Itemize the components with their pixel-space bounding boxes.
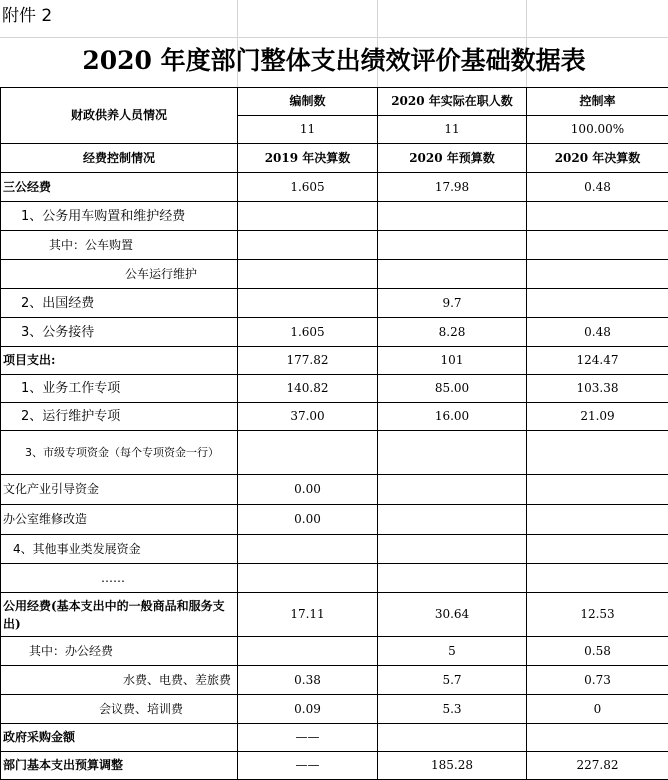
row-label: …… bbox=[1, 564, 238, 593]
table-row bbox=[1, 88, 668, 116]
table-row bbox=[1, 202, 668, 231]
value-cell: 177.82 bbox=[238, 347, 378, 375]
value-cell: 185.28 bbox=[378, 752, 527, 780]
value-cell: 0.58 bbox=[527, 637, 668, 666]
value-cell bbox=[527, 505, 668, 535]
value-cell bbox=[378, 564, 527, 593]
value-cell: 30.64 bbox=[378, 593, 527, 637]
value-cell: 21.09 bbox=[527, 403, 668, 431]
value-cell: 0 bbox=[527, 695, 668, 724]
value-cell bbox=[527, 202, 668, 231]
table-row bbox=[1, 535, 668, 564]
row-label: 3、公务接待 bbox=[1, 318, 238, 347]
value-cell bbox=[527, 260, 668, 289]
row-label: 3、市级专项资金（每个专项资金一行） bbox=[1, 431, 238, 475]
table-row bbox=[1, 318, 668, 347]
value-cell bbox=[527, 535, 668, 564]
value-cell bbox=[378, 431, 527, 475]
value-cell: 100.00% bbox=[527, 116, 668, 144]
row-label: 部门基本支出预算调整 bbox=[1, 752, 238, 780]
value-cell bbox=[378, 260, 527, 289]
page-title: 2020 年度部门整体支出绩效评价基础数据表 bbox=[0, 44, 668, 78]
header-cell: 2020 年决算数 bbox=[527, 144, 668, 173]
value-cell: 85.00 bbox=[378, 375, 527, 403]
value-cell: —— bbox=[238, 724, 378, 752]
value-cell bbox=[527, 475, 668, 505]
value-cell: 9.7 bbox=[378, 289, 527, 318]
gridline bbox=[0, 37, 668, 38]
table-row bbox=[1, 347, 668, 375]
value-cell bbox=[238, 202, 378, 231]
value-cell: 0.38 bbox=[238, 666, 378, 695]
value-cell: 227.82 bbox=[527, 752, 668, 780]
value-cell bbox=[238, 231, 378, 260]
value-cell: —— bbox=[238, 752, 378, 780]
value-cell: 37.00 bbox=[238, 403, 378, 431]
table-row bbox=[1, 695, 668, 724]
row-label: 1、公务用车购置和维护经费 bbox=[1, 202, 238, 231]
table-row bbox=[1, 431, 668, 475]
value-cell bbox=[527, 564, 668, 593]
staff-label: 财政供养人员情况 bbox=[1, 88, 238, 144]
value-cell: 103.38 bbox=[527, 375, 668, 403]
attachment-label: 附件 2 bbox=[2, 6, 52, 26]
value-cell bbox=[527, 231, 668, 260]
value-cell bbox=[238, 289, 378, 318]
row-label: 水费、电费、差旅费 bbox=[1, 666, 238, 695]
value-cell bbox=[527, 289, 668, 318]
table-row bbox=[1, 593, 668, 637]
value-cell: 140.82 bbox=[238, 375, 378, 403]
value-cell: 11 bbox=[238, 116, 378, 144]
header-cell: 编制数 bbox=[238, 88, 378, 116]
table-row bbox=[1, 289, 668, 318]
value-cell: 17.98 bbox=[378, 173, 527, 202]
table-row bbox=[1, 475, 668, 505]
value-cell: 0.00 bbox=[238, 475, 378, 505]
value-cell bbox=[527, 724, 668, 752]
value-cell bbox=[238, 564, 378, 593]
table-row bbox=[1, 666, 668, 695]
row-label: 项目支出: bbox=[1, 347, 238, 375]
value-cell bbox=[238, 535, 378, 564]
row-label: 政府采购金额 bbox=[1, 724, 238, 752]
row-label: 办公室维修改造 bbox=[1, 505, 238, 535]
table-row bbox=[1, 564, 668, 593]
value-cell bbox=[527, 431, 668, 475]
value-cell bbox=[378, 724, 527, 752]
value-cell: 17.11 bbox=[238, 593, 378, 637]
row-label: 文化产业引导资金 bbox=[1, 475, 238, 505]
value-cell: 124.47 bbox=[527, 347, 668, 375]
value-cell: 5.3 bbox=[378, 695, 527, 724]
value-cell bbox=[378, 231, 527, 260]
value-cell: 16.00 bbox=[378, 403, 527, 431]
header-cell: 控制率 bbox=[527, 88, 668, 116]
value-cell: 0.73 bbox=[527, 666, 668, 695]
value-cell: 12.53 bbox=[527, 593, 668, 637]
value-cell bbox=[378, 475, 527, 505]
value-cell bbox=[378, 535, 527, 564]
table-row bbox=[1, 403, 668, 431]
row-label: 会议费、培训费 bbox=[1, 695, 238, 724]
header-cell: 2020 年实际在职人数 bbox=[378, 88, 527, 116]
value-cell: 1.605 bbox=[238, 173, 378, 202]
table-row bbox=[1, 637, 668, 666]
value-cell: 5 bbox=[378, 637, 527, 666]
row-label: 三公经费 bbox=[1, 173, 238, 202]
row-label: 2、运行维护专项 bbox=[1, 403, 238, 431]
value-cell bbox=[238, 637, 378, 666]
table-row bbox=[1, 260, 668, 289]
value-cell: 0.48 bbox=[527, 318, 668, 347]
value-cell: 8.28 bbox=[378, 318, 527, 347]
header-cell: 2019 年决算数 bbox=[238, 144, 378, 173]
table-row bbox=[1, 752, 668, 780]
row-label: 公用经费(基本支出中的一般商品和服务支出) bbox=[1, 593, 238, 637]
table-row bbox=[1, 375, 668, 403]
row-label: 其中：公车购置 bbox=[1, 231, 238, 260]
row-label: 2、出国经费 bbox=[1, 289, 238, 318]
value-cell: 101 bbox=[378, 347, 527, 375]
value-cell: 0.09 bbox=[238, 695, 378, 724]
value-cell: 1.605 bbox=[238, 318, 378, 347]
value-cell: 0.00 bbox=[238, 505, 378, 535]
table-row bbox=[1, 144, 668, 173]
value-cell: 0.48 bbox=[527, 173, 668, 202]
table-row bbox=[1, 724, 668, 752]
row-label: 公车运行维护 bbox=[1, 260, 238, 289]
value-cell: 11 bbox=[378, 116, 527, 144]
table-row bbox=[1, 173, 668, 202]
budget-label: 经费控制情况 bbox=[1, 144, 238, 173]
header-cell: 2020 年预算数 bbox=[378, 144, 527, 173]
value-cell bbox=[378, 505, 527, 535]
row-label: 4、其他事业类发展资金 bbox=[1, 535, 238, 564]
row-label: 1、业务工作专项 bbox=[1, 375, 238, 403]
value-cell bbox=[238, 431, 378, 475]
value-cell bbox=[378, 202, 527, 231]
value-cell bbox=[238, 260, 378, 289]
table-row bbox=[1, 231, 668, 260]
data-table bbox=[0, 87, 668, 780]
table-row bbox=[1, 505, 668, 535]
value-cell: 5.7 bbox=[378, 666, 527, 695]
row-label: 其中：办公经费 bbox=[1, 637, 238, 666]
